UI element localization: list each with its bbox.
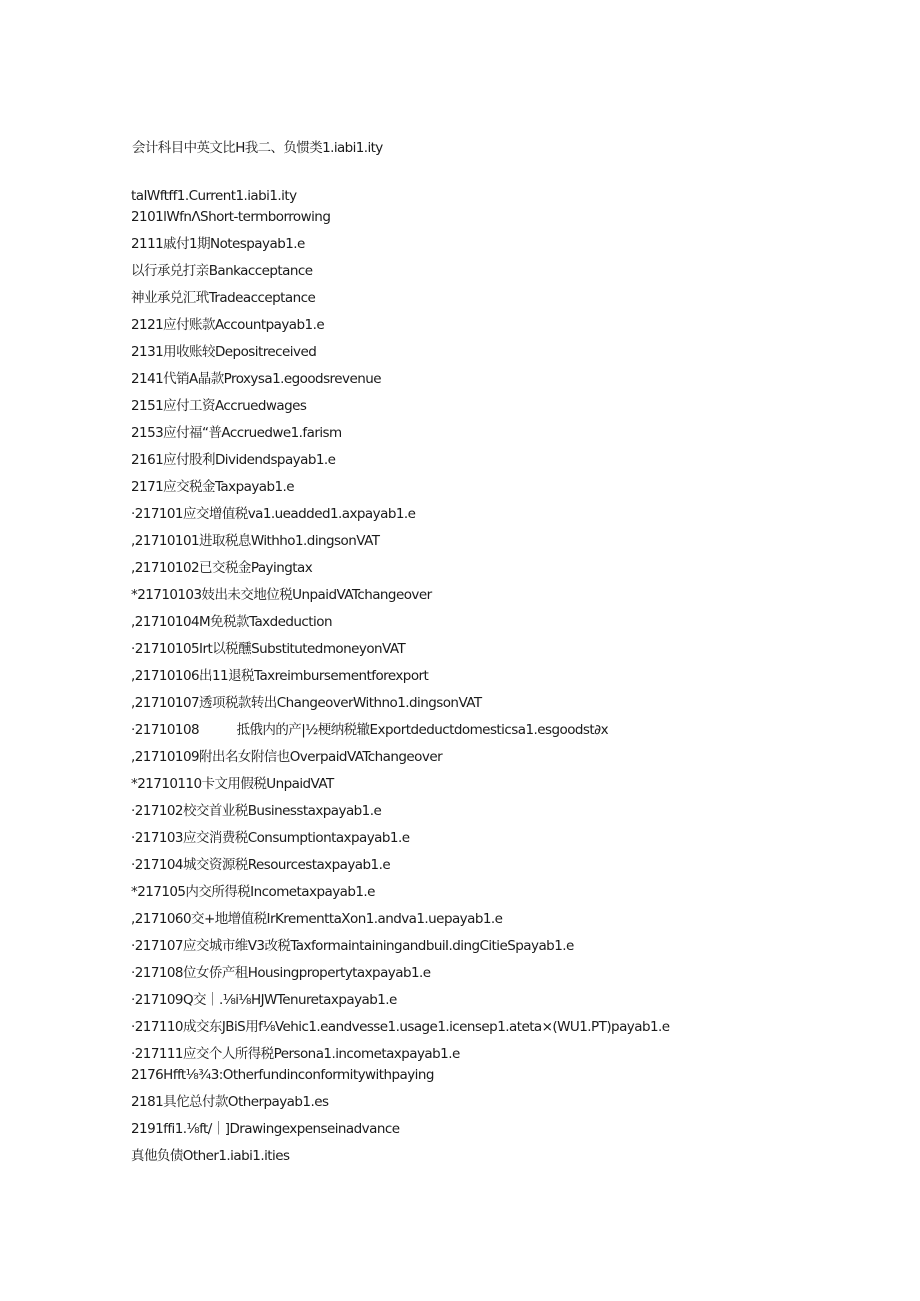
- list-item: taIWftff1.Current1.iabi1.ity: [131, 188, 297, 204]
- list-item: ·217111应交个人所得税Persona1.incometaxpayab1.e: [131, 1046, 460, 1062]
- list-item: ,21710101进取税息Withho1.dingsonVAT: [131, 533, 380, 549]
- list-item: ·21710105Irt以税醺SubstitutedmoneyonVAT: [131, 641, 406, 657]
- list-item: ·217104城交资源税Resourcestaxpayab1.e: [131, 857, 391, 873]
- list-item: ·217103应交消费税Consumptiontaxpayab1.e: [131, 830, 410, 846]
- list-item: 2101lWfnΛShort-termborrowing: [131, 209, 331, 225]
- list-item: ,21710109附出名女附信也OverpaidVATchangeover: [131, 749, 443, 765]
- list-item: ·21710108 抵俄内的产|½梗纳税辙Exportdeductdomesticsa1.esgoodst∂x: [131, 722, 609, 738]
- list-item: *217105内交所得税Incometaxpayab1.e: [131, 884, 375, 900]
- list-item: 2151应付工资Accruedwages: [131, 398, 307, 414]
- list-item: ·217102校交首业税Businesstaxpayab1.e: [131, 803, 382, 819]
- list-item: 2171应交税金Taxpayab1.e: [131, 479, 295, 495]
- list-item: 2181具佗总付款Otherpayab1.es: [131, 1094, 329, 1110]
- list-item: ·217107应交城市维V3改税TaxformaintainingandbuiI.dingCitieSpayab1.e: [131, 938, 574, 954]
- list-item: ·217109Q交｜.⅛i⅛HJWTenuretaxpayab1.e: [131, 992, 397, 1008]
- account-list: [131, 186, 891, 1166]
- list-item: 2141代销A晶款Proxysa1.egoodsrevenue: [131, 371, 381, 387]
- list-item: 2176Hfft⅛¾3:Otherfundinconformitywithpaying: [131, 1067, 434, 1083]
- list-item: ·217110成交东JBiS用f⅛Vehic1.eandvesse1.usage1.icensep1.ateta×(WU1.PT)payab1.e: [131, 1019, 670, 1035]
- list-item: ·217101应交增值税va1.ueadded1.axpayab1.e: [131, 506, 416, 522]
- list-item: 2161应付股利Dividendspayab1.e: [131, 452, 336, 468]
- document-title: 会计科目中英文比H我二、负惯类1.iabi1.ity: [132, 140, 383, 156]
- list-item: ,21710107透项税款转出ChangeoverWithno1.dingsonVAT: [131, 695, 482, 711]
- list-item: ,21710104M免税款Taxdeduction: [131, 614, 332, 630]
- list-item: 以行承兑打亲Bankacceptance: [131, 263, 313, 279]
- list-item: 真他负债Other1.iabi1.ities: [131, 1148, 290, 1164]
- list-item: *21710103妓出未交地位税UnpaidVATchangeover: [131, 587, 432, 603]
- list-item: 2191ffi1.⅛ft∕｜]Drawingexpenseinadvance: [131, 1121, 400, 1137]
- list-item: ·217108位女侨产租Housingpropertytaxpayab1.e: [131, 965, 431, 981]
- list-item: ,21710102已交税金Payingtax: [131, 560, 313, 576]
- list-item: 2153应付福“普Accruedwe1.farism: [131, 425, 342, 441]
- list-item: 2131用收账较Depositreceived: [131, 344, 317, 360]
- list-item: 2121应付账款Accountpayab1.e: [131, 317, 325, 333]
- list-item: ,2171060交+地增值税IrKrementtaXon1.andva1.uepayab1.e: [131, 911, 503, 927]
- list-item: *21710110卡文用假税UnpaidVAT: [131, 776, 334, 792]
- list-item: 神业承兑汇玳Tradeacceptance: [131, 290, 316, 306]
- list-item: ,21710106出11退税Taxreimbursementforexport: [131, 668, 429, 684]
- list-item: 2111戚付1期Notespayab1.e: [131, 236, 305, 252]
